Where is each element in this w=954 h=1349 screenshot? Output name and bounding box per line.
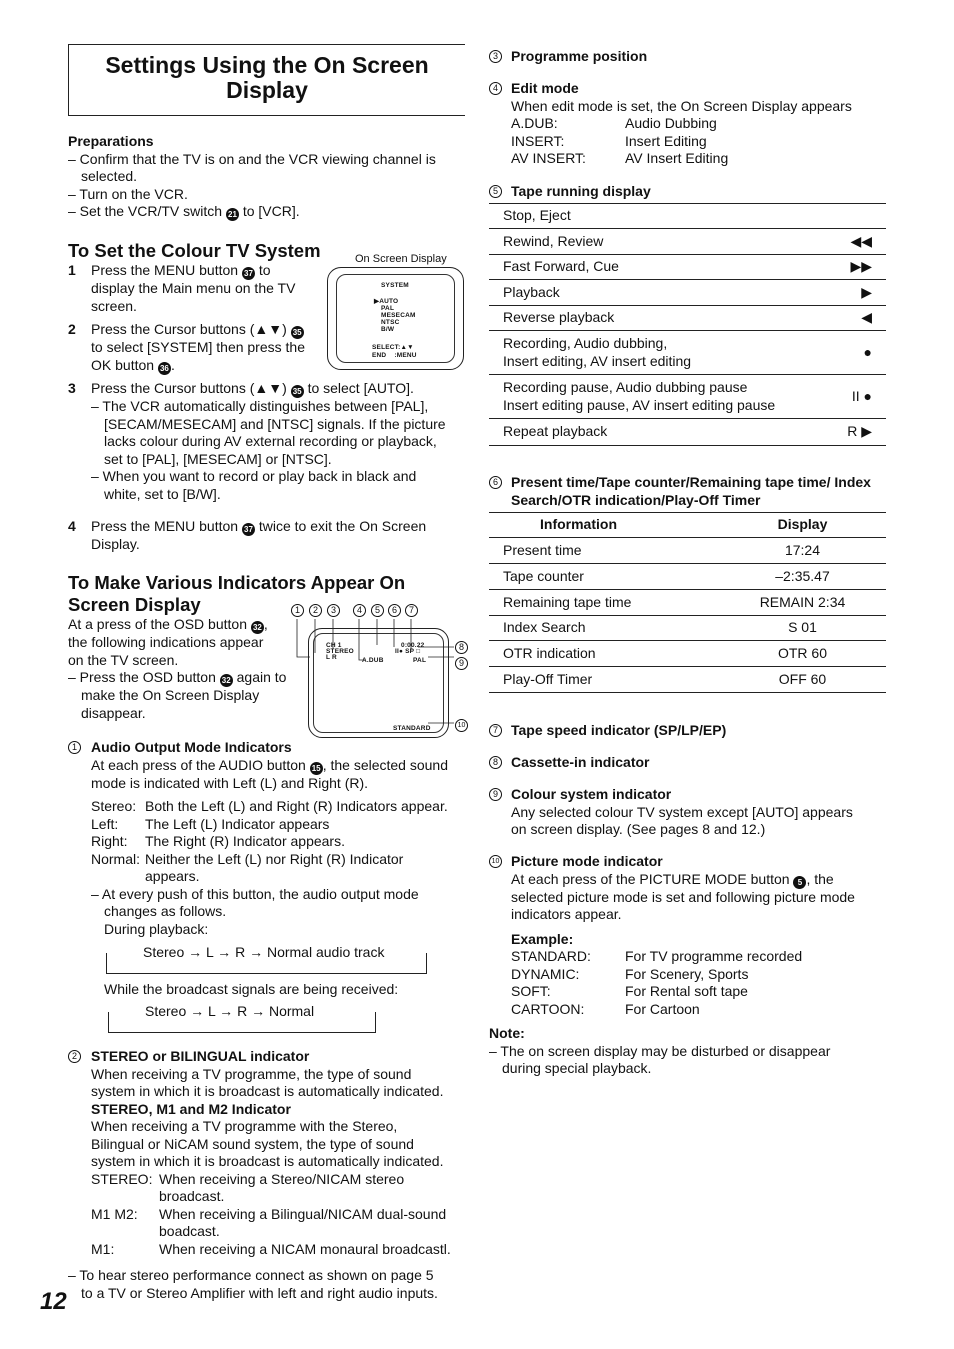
colour-step-1: 1 Press the MENU button 37 to display the Main menu on the TV screen. (68, 262, 296, 314)
tv-screen-menu (327, 267, 464, 370)
osd-lr: L R (326, 654, 337, 661)
prep-line: selected. (81, 168, 138, 184)
cursor-button-icon: 35 (291, 385, 304, 398)
table-row: OTR indication OTR 60 (489, 641, 886, 667)
item-1: 1 Audio Output Mode Indicators At each press of the AUDIO button 15 , the selected sound mode is indicated with Left (L) and Right (R). Stereo: Both the Left (L) and Right (R) Indicators appear. Left: The Left (L) Indicator appears Right: The Right (R) Indicator appears. Normal: Neither the Left (L) nor Right (R) Indicator appears. – At every push of this button, the audio output mode changes as follows. During playback: (68, 739, 468, 938)
callout: 6 (388, 604, 401, 617)
table-row: Present time 17:24 (489, 538, 886, 564)
flow-broadcast: Stereo → L → R → Normal (108, 1012, 376, 1033)
colour-step-2: 2 Press the Cursor buttons (▲▼) 35 to select [SYSTEM] then press the OK button 36 . (68, 321, 305, 373)
item-5: 5 Tape running display (489, 183, 651, 201)
switch-ref-icon: 21 (226, 208, 239, 221)
item-9: 9 Colour system indicator Any selected colour TV system except [AUTO] appears on screen display. (See pages 8 and 12.) (489, 786, 889, 839)
osd-pal: PAL (413, 657, 427, 664)
callout: 3 (327, 604, 340, 617)
osd-ch: CH 1 (326, 642, 342, 649)
item-8: 8 Cassette-in indicator (489, 754, 649, 772)
osd-stereo: STEREO (326, 648, 354, 655)
colour-step-4: 4 Press the MENU button 37 twice to exit the On Screen Display. (68, 518, 427, 552)
menu-button-icon: 37 (242, 267, 255, 280)
table-row: Recording pause, Audio dubbing pause Insert editing pause, AV insert editing pause II ● (489, 375, 886, 419)
table-row: Recording, Audio dubbing, Insert editing, AV insert editing ● (489, 331, 886, 375)
osd-button-icon: 32 (251, 621, 264, 634)
osd-auto: ▶AUTO (374, 298, 399, 305)
play-icon: ▶ (827, 280, 886, 306)
flow-playback: Stereo → L → R → Normal audio track (106, 953, 427, 974)
page-number: 12 (40, 1288, 67, 1315)
callout: 5 (371, 604, 384, 617)
osd-system: SYSTEM (381, 282, 409, 289)
osd-time: 0:00.22 (401, 642, 425, 649)
osd-button-icon: 32 (220, 674, 233, 687)
osd-bw: B/W (381, 326, 395, 333)
record-icon: ● (827, 331, 886, 375)
table-row: Rewind, Review ◀◀ (489, 229, 886, 255)
repeat-play-icon: R ▶ (827, 419, 886, 446)
picture-mode-button-icon: 5 (793, 876, 806, 889)
fast-forward-icon: ▶▶ (827, 255, 886, 280)
osd-caption: On Screen Display (355, 253, 447, 265)
item-2-note: – To hear stereo performance connect as shown on page 5 to a TV or Stereo Amplifier with left and right audio inputs. (68, 1267, 438, 1301)
table-row: Reverse playback ◀ (489, 306, 886, 331)
prep-line: – Set the VCR/TV switch 21 to [VCR]. (68, 203, 300, 219)
table-row: Stop, Eject (489, 204, 886, 229)
table-row: Fast Forward, Cue ▶▶ (489, 255, 886, 280)
table-row: Index Search S 01 (489, 616, 886, 641)
item-3: 3 Programme position (489, 48, 647, 66)
callout: 1 (291, 604, 304, 617)
callout: 4 (353, 604, 366, 617)
tape-running-table (489, 203, 886, 446)
page-title: Settings Using the On Screen Display (105, 52, 429, 103)
osd-adub: A.DUB (362, 657, 384, 664)
table-row: Playback ▶ (489, 280, 886, 306)
info-display-table (489, 512, 886, 693)
indicators-intro: At a press of the OSD button 32 , the following indications appear on the TV screen. – Press the OSD button 32 again to make the On Screen Display disappear. (68, 616, 287, 721)
preparations (68, 133, 463, 221)
preparations-heading: Preparations (68, 133, 154, 149)
title-box (68, 44, 465, 116)
reverse-play-icon: ◀ (827, 306, 886, 331)
table-row: Repeat playback R ▶ (489, 419, 886, 446)
item-6: 6 Present time/Tape counter/Remaining tape time/ Index Search/OTR indication/Play-Off Timer (489, 474, 889, 509)
audio-button-icon: 15 (310, 762, 323, 775)
prep-line: – Turn on the VCR. (68, 185, 188, 202)
broadcast-text: While the broadcast signals are being received: (104, 981, 399, 997)
indicators-heading-1: To Make Various Indicators Appear On (68, 572, 406, 593)
note: Note: – The on screen display may be disturbed or disappear during special playback. (489, 1025, 831, 1076)
colour-heading: To Set the Colour TV System (68, 240, 321, 261)
item-4: 4 Edit mode When edit mode is set, the On Screen Display appears A.DUB: Audio Dubbing INSERT: Insert Editing AV INSERT: AV Insert Editing (489, 80, 889, 168)
callout: 10 (455, 719, 468, 732)
rewind-icon: ◀◀ (827, 229, 886, 255)
item-7: 7 Tape speed indicator (SP/LP/EP) (489, 722, 726, 740)
callout: 2 (309, 604, 322, 617)
table-row: Remaining tape time REMAIN 2:34 (489, 590, 886, 616)
cursor-button-icon: 35 (291, 326, 304, 339)
osd-pal: PAL (381, 305, 395, 312)
callout: 8 (455, 641, 468, 654)
callout: 7 (405, 604, 418, 617)
osd-mesecam: MESECAM (381, 312, 416, 319)
callout: 9 (455, 657, 468, 670)
osd-sp: II● SP □ (395, 648, 421, 655)
table-header: Information Display (489, 513, 886, 538)
osd-end: END :MENU (372, 352, 417, 359)
osd-standard: STANDARD (393, 725, 431, 732)
osd-ntsc: NTSC (381, 319, 400, 326)
item-10: 10 Picture mode indicator At each press of the PICTURE MODE button 5 , the selected picture mode is set and following picture mode indicators appear. Example: STANDARD: For TV programme recorded DYNAMIC: For Scenery, Sports SOFT: For Rental soft tape CARTOON: For Cartoon (489, 853, 889, 1018)
record-pause-icon: II ● (827, 375, 886, 419)
osd-select: SELECT:▲▼ (372, 344, 414, 351)
table-row: Tape counter –2:35.47 (489, 564, 886, 590)
ok-button-icon: 36 (158, 362, 171, 375)
callout-leaders (290, 615, 465, 730)
colour-step-3: 3 Press the Cursor buttons (▲▼) 35 to select [AUTO]. – The VCR automatically distinguishes between [PAL], [SECAM/MESECAM] and [NTSC] signals. If the picture lacks colour during AV external recording or playback, set to [PAL], [MESECAM] or [NTSC]. – When you want to record or play back in black and white, set to [B/W]. (68, 380, 446, 502)
menu-button-icon: 37 (242, 523, 255, 536)
item-2: 2 STEREO or BILINGUAL indicator When receiving a TV programme, the type of sound system in which it is broadcast is automatically indicated. STEREO, M1 and M2 Indicator When receiving a TV programme with the Stereo, Bilingual or NiCAM sound system, the type of sound system in which it is broadcast is automatically indicated. STEREO: When receiving a Stereo/NICAM stereo broadcast. M1 M2: When receiving a Bilingual/NICAM dual-sound boadcast. M1: When receiving a NICAM monaural broadcastl. (68, 1048, 468, 1258)
prep-line: – Confirm that the TV is on and the VCR viewing channel is (68, 150, 436, 167)
table-row: Play-Off Timer OFF 60 (489, 667, 886, 693)
indicators-heading-2: Screen Display (68, 594, 201, 615)
